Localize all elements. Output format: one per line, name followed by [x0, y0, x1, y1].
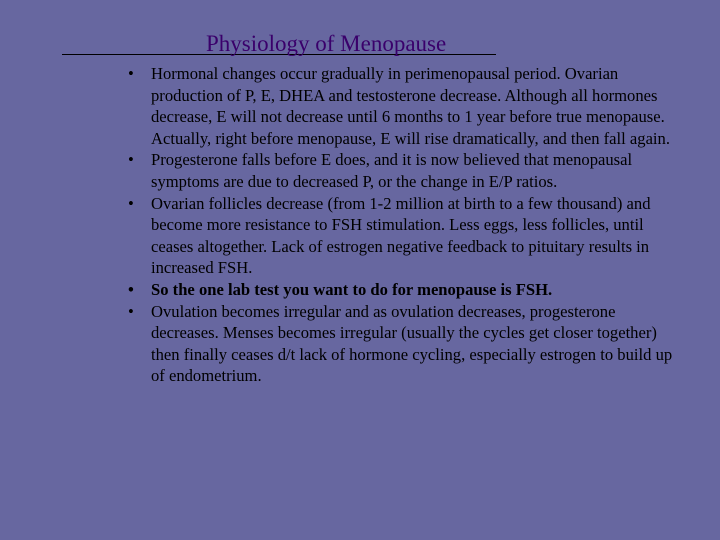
- bullet-icon: •: [128, 64, 134, 83]
- bullet-item: [128, 149, 676, 192]
- bullet-text: Hormonal changes occur gradually in perimenopausal period. Ovarian production of P, E, DHEA and testosterone decrease. Although all hormones decrease, E will not decrease until 6 months to 1 year before true menopause. Actually, right before menopause, E will rise dramatically, and then fall again.: [151, 64, 670, 148]
- bullet-text: Ovarian follicles decrease (from 1-2 million at birth to a few thousand) and become more resistance to FSH stimulation. Less eggs, less follicles, until ceases altogether. Lack of estrogen negative feedback to pituitary results in increased FSH.: [151, 193, 651, 278]
- bullet-icon: •: [128, 279, 134, 299]
- bullet-icon: •: [128, 150, 134, 170]
- bullet-item: [128, 63, 676, 149]
- bullet-icon: •: [128, 301, 134, 321]
- bullet-item: [128, 193, 676, 279]
- bullet-icon: •: [128, 193, 134, 213]
- bullet-text: Ovulation becomes irregular and as ovulation decreases, progesterone decreases. Menses becomes irregular (usually the cycles get closer together) then finally ceases d/t lack of hormone cycling, especially estrogen to build up of endometrium.: [151, 301, 673, 386]
- slide-title-area: [62, 30, 502, 58]
- slide-title: Physiology of Menopause: [206, 31, 447, 56]
- bullet-text: Progesterone falls before E does, and it is now believed that menopausal symptoms are due to decreased P, or the change in E/P ratios.: [151, 150, 633, 191]
- bullet-list: [128, 63, 676, 387]
- bullet-item-emphasis: [128, 279, 676, 301]
- bullet-item: [128, 301, 676, 387]
- bullet-text: So the one lab test you want to do for menopause is FSH.: [151, 279, 553, 299]
